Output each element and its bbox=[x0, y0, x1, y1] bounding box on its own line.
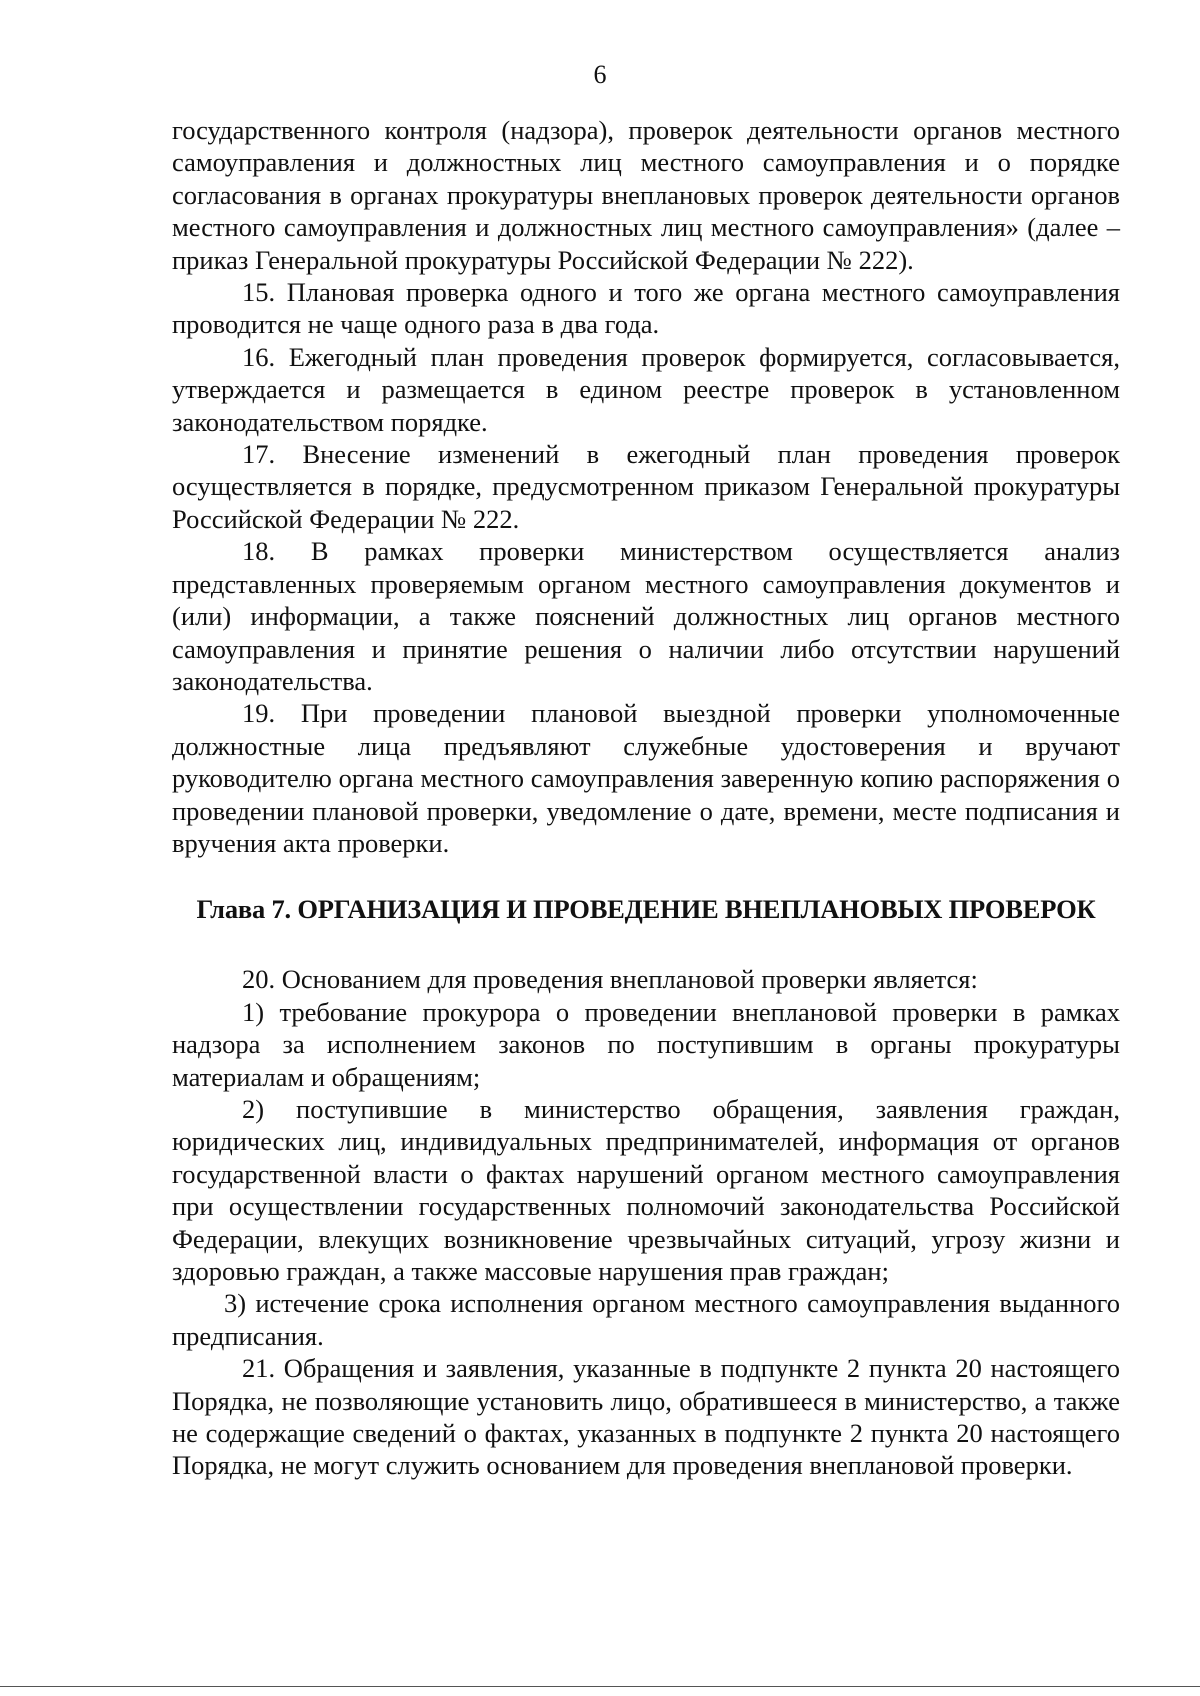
page-body bbox=[172, 114, 1120, 1482]
paragraph-item-15: 15. Плановая проверка одного и того же органа местного самоуправления проводится не чаще одного раза в два года. bbox=[172, 277, 1120, 340]
paragraph-item-21: 21. Обращения и заявления, указанные в подпункте 2 пункта 20 настоящего Порядка, не позволяющие установить лицо, обратившееся в министерство, а также не содержащие сведений о фактах, указанных в подпункте 2 пункта 20 настоящего Порядка, не могут служить основанием для проведения внеплановой проверки. bbox=[172, 1353, 1120, 1481]
subitem-1: 1) требование прокурора о проведении внеплановой проверки в рамках надзора за исполнением законов по поступившим в органы прокуратуры материалам и обращениям; bbox=[172, 996, 1120, 1092]
paragraph-item-16: 16. Ежегодный план проведения проверок формируется, согласовывается, утверждается и размещается в едином реестре проверок в установленном законодательством порядке. bbox=[172, 341, 1120, 437]
footer-rule bbox=[0, 1686, 1200, 1687]
page-number: 6 bbox=[593, 60, 607, 89]
paragraph-item-18: 18. В рамках проверки министерством осуществляется анализ представленных проверяемым органом местного самоуправления документов и (или) информации, а также пояснений должностных лиц органов местного самоуправления и принятие решения о наличии либо отсутствии нарушений законодательства. bbox=[172, 536, 1120, 696]
subitem-3: 3) истечение срока исполнения органом местного самоуправления выданного предписания. bbox=[172, 1288, 1120, 1351]
paragraph-item-20: 20. Основанием для проведения внеплановой проверки является: bbox=[242, 964, 978, 995]
paragraph-continuation: государственного контроля (надзора), проверок деятельности органов местного самоуправления и должностных лиц местного самоуправления и о порядке согласования в органах прокуратуры внеплановых проверок деятельности органов местного самоуправления и должностных лиц местного самоуправления» (далее – приказ Генеральной прокуратуры Российской Федерации № 222). bbox=[172, 115, 1120, 275]
subitem-2: 2) поступившие в министерство обращения, заявления граждан, юридических лиц, индивидуальных предпринимателей, информация от органов государственной власти о фактах нарушений органом местного самоуправления при осуществлении государственных полномочий законодательства Российской Федерации, влекущих возникновение чрезвычайных ситуаций, угрозу жизни и здоровью граждан, а также массовые нарушения прав граждан; bbox=[172, 1093, 1120, 1286]
paragraph-item-17: 17. Внесение изменений в ежегодный план проведения проверок осуществляется в порядке, предусмотренном приказом Генеральной прокуратуры Российской Федерации № 222. bbox=[172, 439, 1120, 534]
chapter-heading: Глава 7. ОРГАНИЗАЦИЯ И ПРОВЕДЕНИЕ ВНЕПЛАНОВЫХ ПРОВЕРОК bbox=[196, 894, 1096, 925]
paragraph-item-19: 19. При проведении плановой выездной проверки уполномоченные должностные лица предъявляют служебные удостоверения и вручают руководителю органа местного самоуправления заверенную копию распоряжения о проведении плановой проверки, уведомление о дате, времени, месте подписания и вручения акта проверки. bbox=[172, 698, 1120, 858]
